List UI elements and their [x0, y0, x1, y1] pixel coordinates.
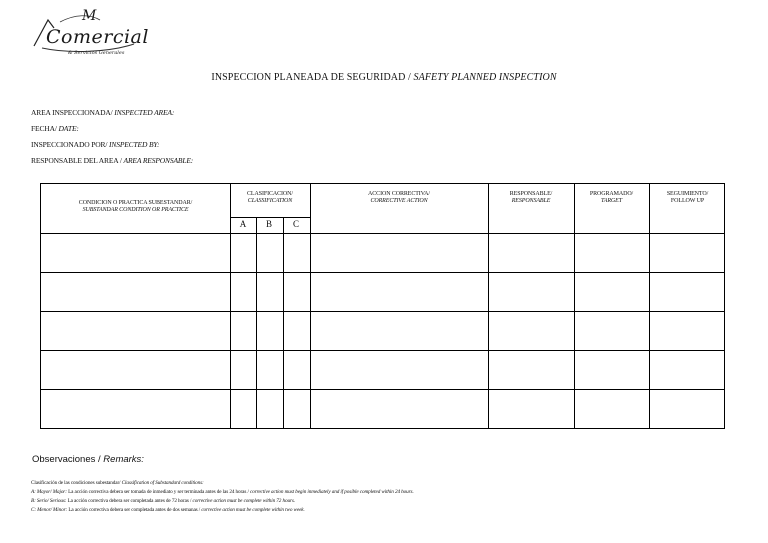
logo-letter: M: [82, 8, 97, 24]
field-label-es: RESPONSABLE DEL AREA /: [31, 156, 122, 165]
field-label-es: FECHA/: [31, 124, 57, 133]
header-classification: [230, 191, 310, 205]
remarks-label: [32, 454, 144, 465]
header-corrective-action: [310, 191, 488, 205]
company-logo: [30, 8, 149, 60]
header-responsible-en: RESPONSABLE: [511, 198, 551, 204]
header-bottom-line: [41, 233, 724, 234]
note-c-es: La acción correctiva debera ser completada antes de dos semanas /: [68, 507, 201, 513]
class-a-header: A: [239, 219, 247, 229]
inspection-table: [40, 183, 725, 429]
header-condition-en: SUBSTANDAR CONDITION OR PRACTICE: [82, 207, 189, 213]
column-divider: [649, 184, 650, 428]
remarks-es: Observaciones /: [32, 454, 101, 465]
note-b-en: corrective action must be complete within 72 hours.: [192, 498, 295, 504]
column-divider: [310, 184, 311, 428]
note-heading-es: Clasificación de las condiciones subestandar/: [31, 480, 121, 486]
page-title: [0, 72, 768, 83]
note-b-es: La acción correctiva debera ser completada antes de 72 horas /: [67, 498, 192, 504]
row-divider: [41, 272, 724, 273]
field-label-es: INSPECCIONADO POR/: [31, 140, 108, 149]
note-c-label: C: Menor/ Minor:: [31, 507, 68, 513]
header-condition-es: CONDICION O PRACTICA SUBESTANDAR/: [78, 200, 193, 206]
classification-a-note: [31, 489, 414, 495]
title-english: SAFETY PLANNED INSPECTION: [413, 72, 557, 83]
class-subheader-divider: [230, 217, 310, 218]
row-divider: [41, 350, 724, 351]
field-inspected-area: [31, 108, 174, 117]
remarks-en: Remarks:: [103, 454, 144, 465]
field-date: [31, 124, 79, 133]
title-spanish: INSPECCION PLANEADA DE SEGURIDAD /: [211, 72, 411, 83]
header-follow-es: SEGUIMIENTO/: [666, 191, 709, 197]
note-c-en: corrective action must be complete within two week.: [201, 507, 305, 513]
row-divider: [41, 311, 724, 312]
classification-heading: [31, 480, 204, 486]
note-b-label: B: Serio/ Serious:: [31, 498, 67, 504]
class-b-header: B: [265, 219, 272, 229]
header-follow-up: [649, 191, 726, 205]
field-area-responsible: [31, 156, 193, 165]
field-label-en: DATE:: [58, 124, 79, 133]
note-a-en: corrective action must begin inmediately and if posible completed within 24 hours.: [250, 489, 414, 495]
field-label-en: INSPECTED BY:: [109, 140, 160, 149]
logo-wordmark: Comercial: [46, 26, 149, 48]
classification-b-note: [31, 498, 295, 504]
header-action-en: CORRECTIVE ACTION: [370, 198, 428, 204]
column-divider: [256, 217, 257, 428]
header-programmed-es: PROGRAMADO/: [589, 191, 634, 197]
field-label-es: AREA INSPECCIONADA/: [31, 108, 113, 117]
header-responsible-es: RESPONSABLE/: [509, 191, 553, 197]
note-a-label: A: Mayor/ Major:: [31, 489, 67, 495]
classification-c-note: [31, 507, 305, 513]
field-inspected-by: [31, 140, 159, 149]
header-action-es: ACCION CORRECTIVA/: [368, 191, 430, 197]
logo-tagline: & Servicios Generales: [68, 50, 125, 56]
header-classification-es: CLASIFICACION/: [247, 191, 293, 197]
header-programmed-en: TARGET: [601, 198, 622, 204]
header-programmed: [574, 191, 649, 205]
header-follow-en: FOLLOW UP: [670, 198, 705, 204]
column-divider: [574, 184, 575, 428]
field-label-en: INSPECTED AREA:: [114, 108, 175, 117]
note-a-es: La acción correctiva debera ser tomada de inmediato y ser terminada antes de las 24 horas /: [68, 489, 249, 495]
class-c-header: C: [292, 219, 299, 229]
column-divider: [283, 217, 284, 428]
field-label-en: AREA RESPONSABLE:: [123, 156, 194, 165]
note-heading-en: Classification of Substandard conditions:: [121, 480, 204, 486]
row-divider: [41, 389, 724, 390]
header-classification-en: CLASSIFICATION: [247, 198, 293, 204]
column-divider: [488, 184, 489, 428]
header-responsible: [488, 191, 574, 205]
header-condition: [41, 200, 230, 214]
